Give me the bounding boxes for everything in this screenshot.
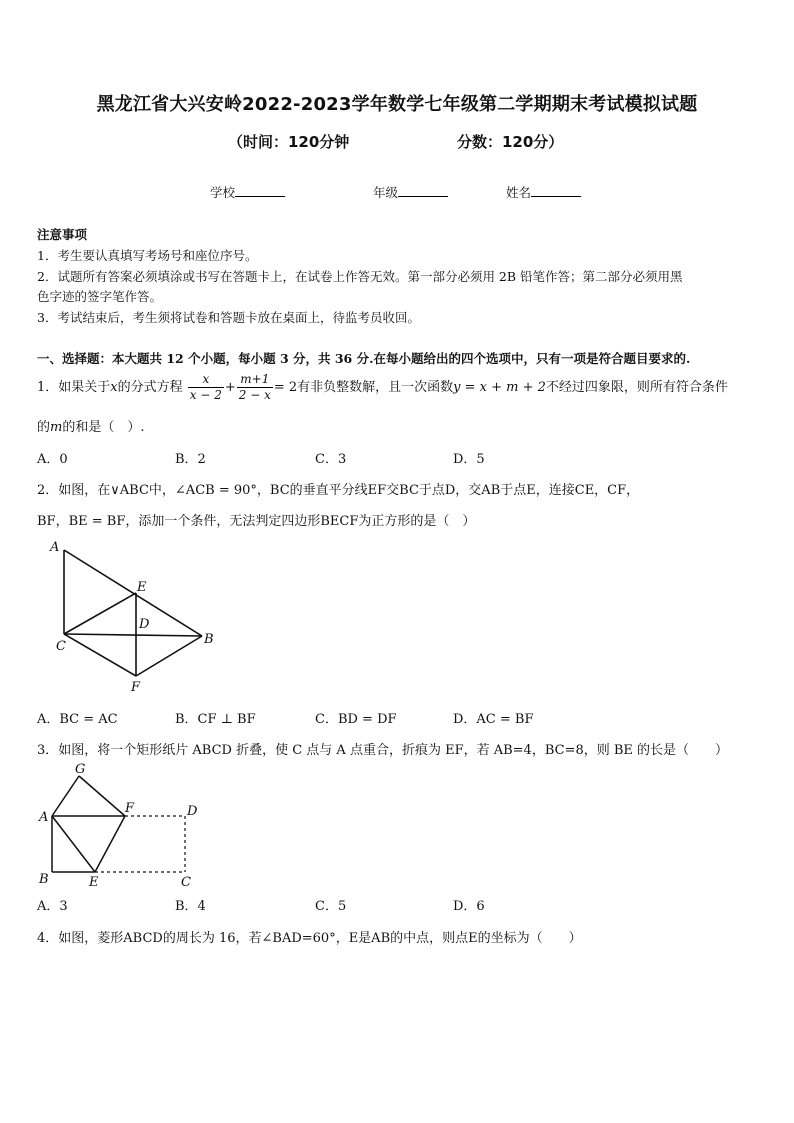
fraction-denominator: 2 − x: [238, 388, 271, 402]
name-label: 姓名: [506, 185, 532, 200]
fraction-numerator: m+1: [237, 372, 273, 388]
q3-option-d: D．6: [453, 899, 485, 914]
label-f: F: [125, 801, 135, 816]
q1-fraction-2: [237, 372, 273, 403]
q1-text: = 2有非负整数解，且一次函数: [273, 380, 454, 395]
q1-text: 不经过四象限，则所有符合条件: [545, 380, 728, 395]
q3-figure: [30, 760, 210, 890]
name-field: [506, 183, 581, 201]
school-blank: [235, 184, 285, 197]
q2-figure: [40, 535, 230, 695]
q2-option-c: C．BD = DF: [315, 712, 397, 727]
q1-text: 的分式方程: [117, 380, 183, 395]
notes-heading: 注意事项: [37, 227, 88, 242]
exam-time: （时间：120分钟: [228, 133, 350, 151]
notes-item: 色字迹的签字笔作答。: [37, 289, 163, 304]
q1-option-a: A．0: [37, 452, 68, 467]
q2-option-b: B．CF ⊥ BF: [175, 712, 256, 727]
label-b: B: [204, 632, 214, 647]
page-title: 黑龙江省大兴安岭2022-2023学年数学七年级第二学期期末考试模拟试题: [96, 94, 698, 115]
question-3-line-1: 3．如图，将一个矩形纸片 ABCD 折叠，使 C 点与 A 点重合，折痕为 EF，若 AB=4，BC=8，则 BE 的长是（ ）: [37, 743, 729, 758]
q2-option-d: D．AC = BF: [453, 712, 534, 727]
label-a: A: [39, 810, 49, 825]
grade-field: [373, 183, 448, 201]
grade-label: 年级: [373, 185, 399, 200]
notes-item: 3．考试结束后，考生须将试卷和答题卡放在桌面上，待监考员收回。: [37, 310, 420, 325]
q1-text: 1．如果关于: [37, 380, 111, 395]
fraction-numerator: x: [188, 372, 224, 388]
fraction-denominator: x − 2: [189, 388, 222, 402]
q1-var-m: m: [50, 420, 63, 435]
notes-item: 2．试题所有答案必须填涂或书写在答题卡上，在试卷上作答无效。第一部分必须用 2B 铅笔作答；第二部分必须用黑: [37, 269, 683, 284]
q1-fraction-1: [188, 372, 224, 403]
q1-plus: +: [224, 380, 236, 395]
q1-function: y = x + m + 2: [453, 380, 546, 395]
q3-option-b: B．4: [175, 899, 206, 914]
q1-option-c: C．3: [315, 452, 347, 467]
q2-option-a: A．BC = AC: [37, 712, 118, 727]
question-2-line-1: 2．如图，在∨ABC中，∠ACB = 90°，BC的垂直平分线EF交BC于点D，交AB于点E，连接CE，CF，: [37, 483, 640, 498]
label-c: C: [181, 875, 191, 890]
q1-text: 的: [37, 420, 51, 435]
label-f: F: [131, 680, 141, 695]
question-1-line-1: [37, 372, 728, 403]
q1-var-x: x: [110, 380, 118, 395]
section-heading: 一、选择题：本大题共 12 个小题，每小题 3 分，共 36 分.在每小题给出的四个选项中，只有一项是符合题目要求的.: [37, 351, 691, 366]
notes-item: 1．考生要认真填写考场号和座位序号。: [37, 248, 258, 263]
name-blank: [531, 184, 581, 197]
q3-option-a: A．3: [37, 899, 68, 914]
label-e: E: [89, 875, 99, 890]
school-field: [210, 183, 285, 201]
label-b: B: [39, 872, 49, 887]
question-1-line-2: [37, 416, 144, 435]
label-g: G: [75, 762, 86, 777]
grade-blank: [398, 184, 448, 197]
q1-option-d: D．5: [453, 452, 485, 467]
label-a: A: [50, 540, 60, 555]
label-d: D: [187, 804, 198, 819]
q1-option-b: B．2: [175, 452, 206, 467]
school-label: 学校: [210, 185, 236, 200]
label-d: D: [139, 617, 150, 632]
exam-score: 分数：120分）: [457, 133, 564, 151]
q1-text: 的和是（ ）.: [62, 420, 145, 435]
question-4-line-1: 4．如图，菱形ABCD的周长为 16，若∠BAD=60°，E是AB的中点，则点E的坐标为（ ）: [37, 931, 582, 946]
label-e: E: [137, 580, 147, 595]
q3-option-c: C．5: [315, 899, 347, 914]
question-2-line-2: BF，BE = BF，添加一个条件，无法判定四边形BECF为正方形的是（ ）: [37, 514, 476, 529]
label-c: C: [56, 639, 66, 654]
